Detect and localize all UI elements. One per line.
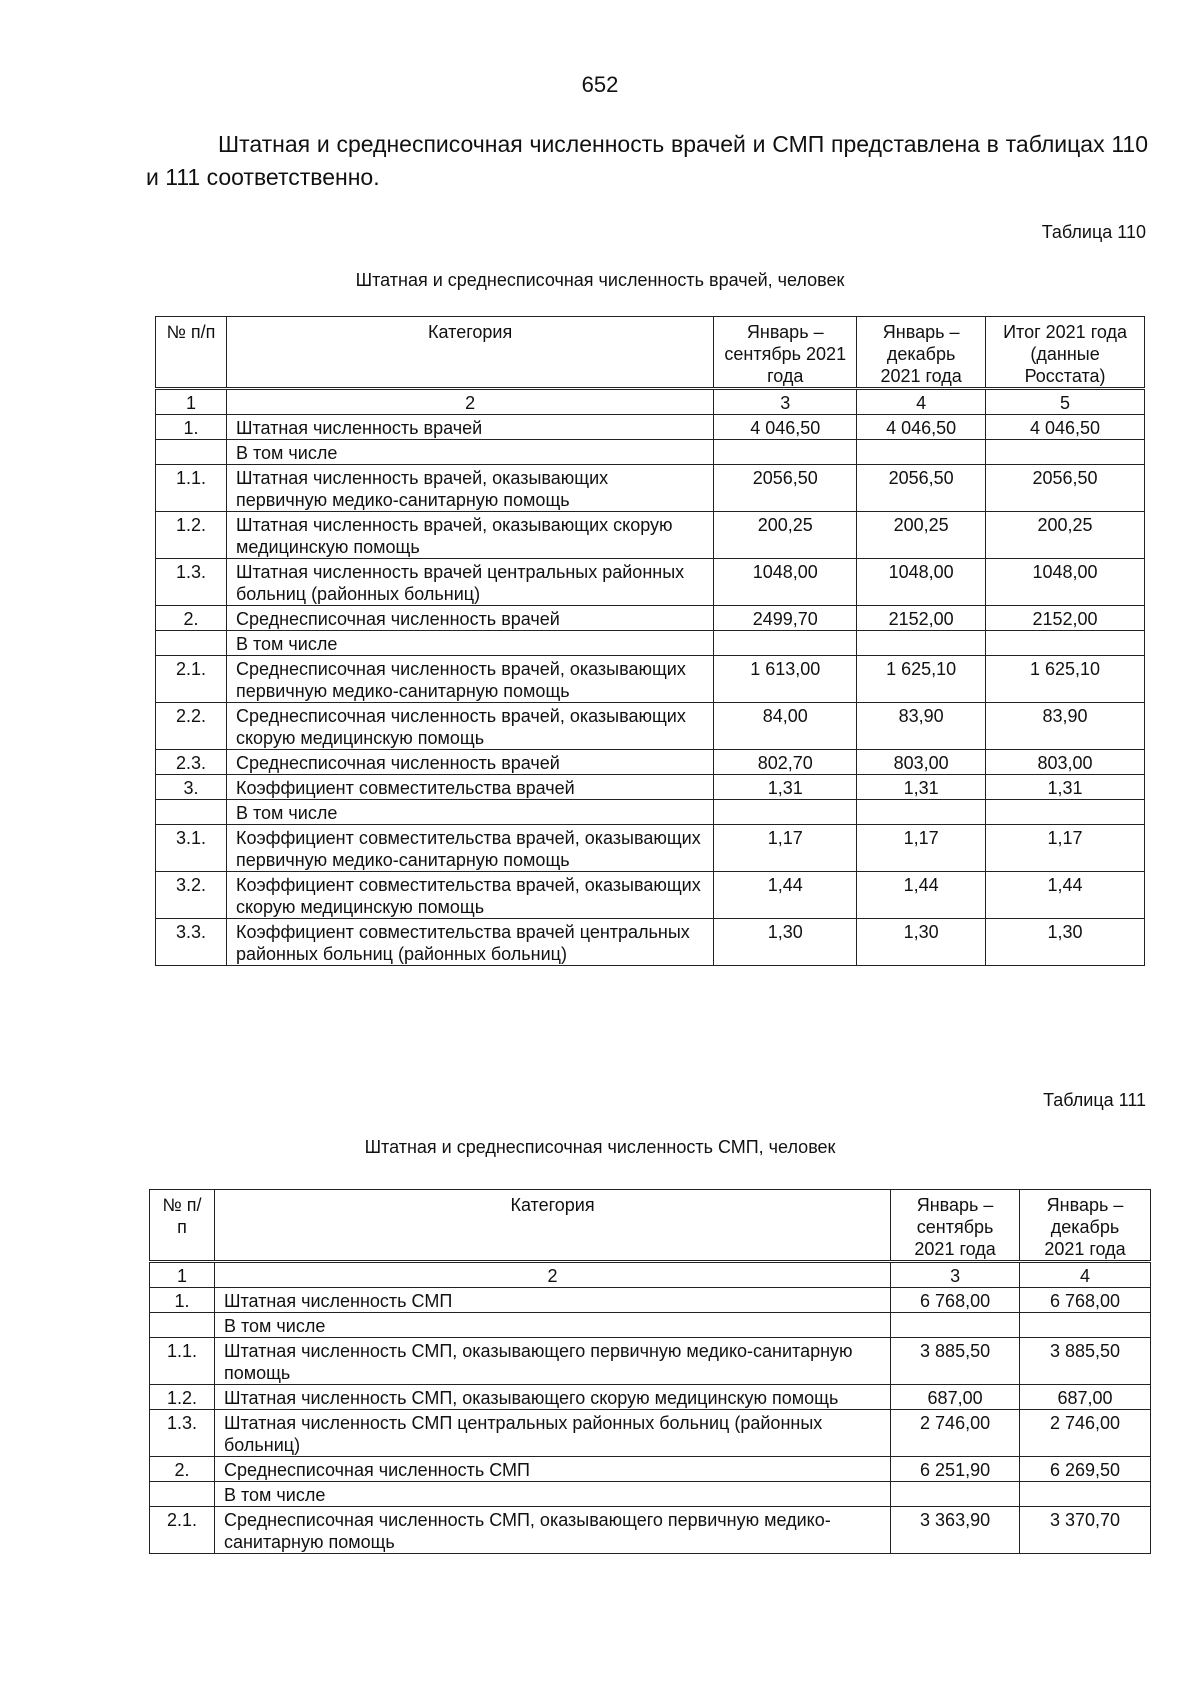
value-cell: 1,17: [857, 825, 986, 872]
header-row: [150, 1190, 1151, 1262]
table-row: [156, 656, 1145, 703]
value-cell: [986, 440, 1145, 465]
table-row: [156, 872, 1145, 919]
category-cell: Среднесписочная численность СМП, оказывающего первичную медико-санитарную помощь: [214, 1507, 890, 1554]
value-cell: 200,25: [857, 512, 986, 559]
value-cell: 4 046,50: [986, 415, 1145, 440]
value-cell: [891, 1313, 1020, 1338]
table-110-caption: Штатная и среднесписочная численность врачей, человек: [355, 270, 845, 290]
value-cell: 803,00: [857, 750, 986, 775]
column-header: Январь – декабрь 2021 года: [1020, 1190, 1151, 1262]
table-row: [156, 512, 1145, 559]
category-cell: Штатная численность СМП, оказывающего первичную медико-санитарную помощь: [214, 1338, 890, 1385]
row-number-cell: [156, 631, 227, 656]
value-cell: 1,30: [714, 919, 857, 966]
table-row: [156, 919, 1145, 966]
value-cell: 1048,00: [986, 559, 1145, 606]
category-cell: Штатная численность СМП, оказывающего скорую медицинскую помощь: [214, 1385, 890, 1410]
value-cell: 200,25: [986, 512, 1145, 559]
category-cell: В том числе: [226, 631, 713, 656]
category-cell: Среднесписочная численность врачей, оказывающих скорую медицинскую помощь: [226, 703, 713, 750]
category-cell: Коэффициент совместительства врачей центральных районных больниц (районных больниц): [226, 919, 713, 966]
value-cell: 83,90: [986, 703, 1145, 750]
value-cell: 687,00: [891, 1385, 1020, 1410]
table-row: [156, 825, 1145, 872]
column-number: 2: [226, 389, 713, 415]
value-cell: [857, 631, 986, 656]
column-number: 1: [156, 389, 227, 415]
value-cell: 2056,50: [857, 465, 986, 512]
value-cell: 802,70: [714, 750, 857, 775]
row-number-cell: 3.3.: [156, 919, 227, 966]
row-number-cell: 2.2.: [156, 703, 227, 750]
value-cell: 200,25: [714, 512, 857, 559]
table-111-caption: Штатная и среднесписочная численность СМП, человек: [364, 1137, 836, 1157]
row-number-cell: 1.3.: [150, 1410, 215, 1457]
header-row: [156, 317, 1145, 389]
value-cell: 1,44: [986, 872, 1145, 919]
category-cell: Среднесписочная численность врачей: [226, 606, 713, 631]
table-row: [150, 1313, 1151, 1338]
value-cell: [986, 800, 1145, 825]
column-number: 4: [1020, 1262, 1151, 1288]
value-cell: 84,00: [714, 703, 857, 750]
row-number-cell: [156, 440, 227, 465]
column-number: 4: [857, 389, 986, 415]
value-cell: 2056,50: [986, 465, 1145, 512]
table-row: [150, 1457, 1151, 1482]
value-cell: 4 046,50: [857, 415, 986, 440]
value-cell: 1048,00: [714, 559, 857, 606]
row-number-cell: 2.3.: [156, 750, 227, 775]
value-cell: [986, 631, 1145, 656]
category-cell: Коэффициент совместительства врачей, оказывающих скорую медицинскую помощь: [226, 872, 713, 919]
value-cell: 6 768,00: [1020, 1288, 1151, 1313]
value-cell: 1 625,10: [986, 656, 1145, 703]
row-number-cell: 2.: [150, 1457, 215, 1482]
table-row: [156, 440, 1145, 465]
value-cell: 3 885,50: [1020, 1338, 1151, 1385]
column-number: 3: [891, 1262, 1020, 1288]
category-cell: Коэффициент совместительства врачей: [226, 775, 713, 800]
table-row: [150, 1482, 1151, 1507]
category-cell: Штатная численность СМП центральных районных больниц (районных больниц): [214, 1410, 890, 1457]
category-cell: В том числе: [226, 800, 713, 825]
category-cell: Штатная численность врачей, оказывающих первичную медико-санитарную помощь: [226, 465, 713, 512]
value-cell: [714, 631, 857, 656]
table-row: [150, 1385, 1151, 1410]
category-cell: Штатная численность врачей, оказывающих скорую медицинскую помощь: [226, 512, 713, 559]
category-cell: В том числе: [214, 1313, 890, 1338]
value-cell: 3 363,90: [891, 1507, 1020, 1554]
column-header: № п/п: [156, 317, 227, 389]
value-cell: [857, 800, 986, 825]
category-cell: Среднесписочная численность врачей, оказывающих первичную медико-санитарную помощь: [226, 656, 713, 703]
value-cell: 1,31: [714, 775, 857, 800]
column-number-row: [156, 389, 1145, 415]
value-cell: 1,31: [857, 775, 986, 800]
value-cell: 2152,00: [986, 606, 1145, 631]
value-cell: 1,17: [986, 825, 1145, 872]
value-cell: [714, 800, 857, 825]
row-number-cell: 1.: [156, 415, 227, 440]
page-number: 652: [581, 72, 619, 97]
table-row: [156, 631, 1145, 656]
row-number-cell: 2.: [156, 606, 227, 631]
row-number-cell: 1.3.: [156, 559, 227, 606]
category-cell: Среднесписочная численность врачей: [226, 750, 713, 775]
category-cell: Среднесписочная численность СМП: [214, 1457, 890, 1482]
category-cell: Штатная численность врачей: [226, 415, 713, 440]
table-row: [156, 775, 1145, 800]
column-header: Категория: [214, 1190, 890, 1262]
row-number-cell: 1.1.: [156, 465, 227, 512]
table-row: [150, 1338, 1151, 1385]
value-cell: 2056,50: [714, 465, 857, 512]
value-cell: 2 746,00: [891, 1410, 1020, 1457]
table-110-label: Таблица 110: [1041, 222, 1146, 242]
table-row: [150, 1288, 1151, 1313]
value-cell: 1,44: [714, 872, 857, 919]
value-cell: 4 046,50: [714, 415, 857, 440]
category-cell: Коэффициент совместительства врачей, оказывающих первичную медико-санитарную помощь: [226, 825, 713, 872]
category-cell: Штатная численность СМП: [214, 1288, 890, 1313]
value-cell: 1048,00: [857, 559, 986, 606]
table-row: [156, 750, 1145, 775]
row-number-cell: 1.: [150, 1288, 215, 1313]
category-cell: Штатная численность врачей центральных районных больниц (районных больниц): [226, 559, 713, 606]
intro-paragraph: Штатная и среднесписочная численность врачей и СМП представлена в таблицах 110 и 111 соответственно.: [146, 131, 1148, 190]
value-cell: 1 613,00: [714, 656, 857, 703]
value-cell: [714, 440, 857, 465]
column-header: Категория: [226, 317, 713, 389]
value-cell: 3 370,70: [1020, 1507, 1151, 1554]
row-number-cell: [150, 1482, 215, 1507]
row-number-cell: 2.1.: [150, 1507, 215, 1554]
column-header: Январь – декабрь 2021 года: [857, 317, 986, 389]
row-number-cell: 3.: [156, 775, 227, 800]
row-number-cell: [150, 1313, 215, 1338]
value-cell: [857, 440, 986, 465]
value-cell: 2152,00: [857, 606, 986, 631]
column-number: 3: [714, 389, 857, 415]
value-cell: 83,90: [857, 703, 986, 750]
row-number-cell: [156, 800, 227, 825]
value-cell: 1,30: [857, 919, 986, 966]
value-cell: [1020, 1313, 1151, 1338]
table-111-label: Таблица 111: [1043, 1090, 1146, 1110]
value-cell: 1,44: [857, 872, 986, 919]
category-cell: В том числе: [214, 1482, 890, 1507]
row-number-cell: 3.1.: [156, 825, 227, 872]
value-cell: 1,30: [986, 919, 1145, 966]
row-number-cell: 1.2.: [150, 1385, 215, 1410]
row-number-cell: 2.1.: [156, 656, 227, 703]
row-number-cell: 1.1.: [150, 1338, 215, 1385]
table-row: [150, 1507, 1151, 1554]
column-number: 2: [214, 1262, 890, 1288]
table-row: [156, 606, 1145, 631]
column-header: Итог 2021 года (данные Росстата): [986, 317, 1145, 389]
table-row: [156, 703, 1145, 750]
value-cell: 6 269,50: [1020, 1457, 1151, 1482]
category-cell: В том числе: [226, 440, 713, 465]
value-cell: 1 625,10: [857, 656, 986, 703]
row-number-cell: 3.2.: [156, 872, 227, 919]
table-row: [156, 465, 1145, 512]
table-row: [150, 1410, 1151, 1457]
value-cell: 1,17: [714, 825, 857, 872]
value-cell: [891, 1482, 1020, 1507]
table-row: [156, 559, 1145, 606]
column-number-row: [150, 1262, 1151, 1288]
column-header: Январь – сентябрь 2021 года: [891, 1190, 1020, 1262]
value-cell: 3 885,50: [891, 1338, 1020, 1385]
table-111: [149, 1189, 1151, 1554]
table-row: [156, 415, 1145, 440]
value-cell: 803,00: [986, 750, 1145, 775]
column-header: № п/п: [150, 1190, 215, 1262]
value-cell: 687,00: [1020, 1385, 1151, 1410]
column-number: 5: [986, 389, 1145, 415]
value-cell: 2 746,00: [1020, 1410, 1151, 1457]
table-110: [155, 316, 1145, 966]
column-number: 1: [150, 1262, 215, 1288]
value-cell: 6 768,00: [891, 1288, 1020, 1313]
value-cell: 2499,70: [714, 606, 857, 631]
value-cell: [1020, 1482, 1151, 1507]
row-number-cell: 1.2.: [156, 512, 227, 559]
value-cell: 1,31: [986, 775, 1145, 800]
value-cell: 6 251,90: [891, 1457, 1020, 1482]
table-row: [156, 800, 1145, 825]
column-header: Январь – сентябрь 2021 года: [714, 317, 857, 389]
